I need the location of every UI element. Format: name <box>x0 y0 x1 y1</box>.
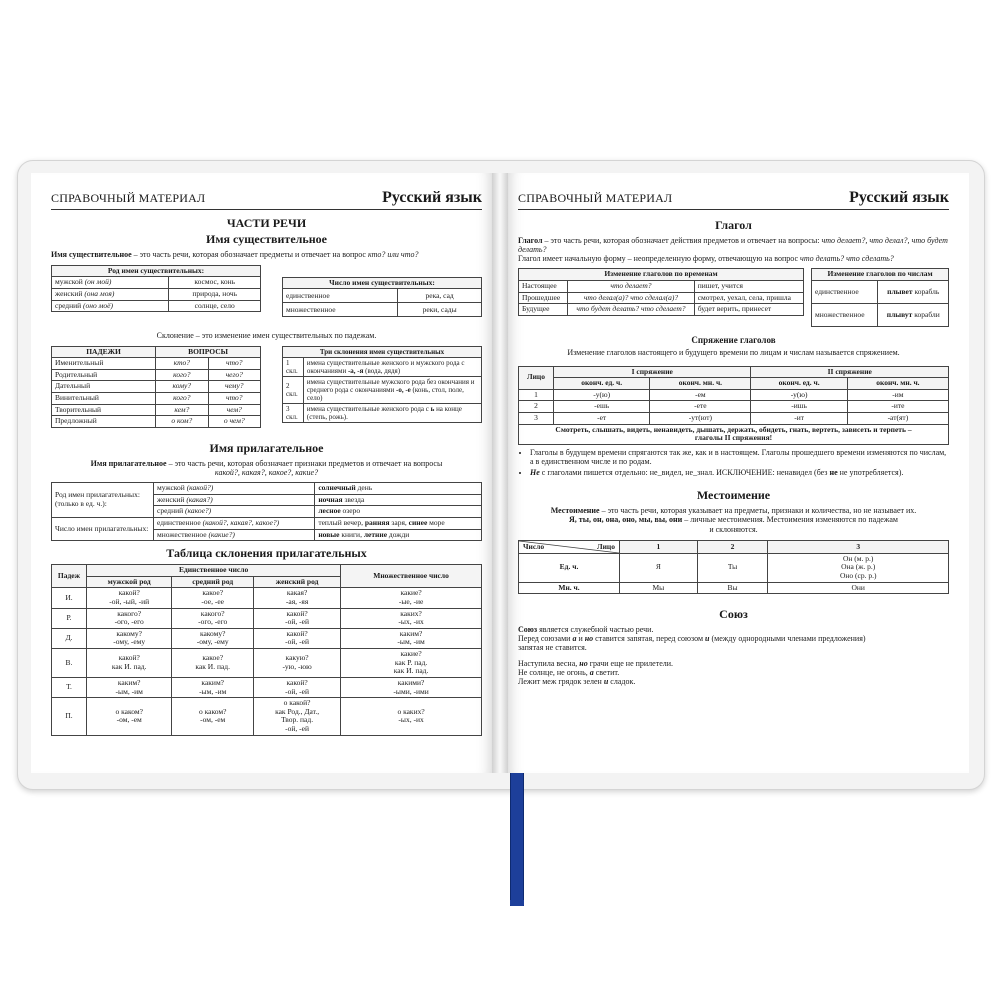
parts-of-speech-title: ЧАСТИ РЕЧИ <box>226 216 307 230</box>
adjective-decl-title: Таблица склонения прилагательных <box>166 546 367 561</box>
pronoun-table-corner: Число Лицо <box>519 541 619 553</box>
header-ref: СПРАВОЧНЫЙ МАТЕРИАЛ <box>51 191 206 205</box>
cases-table: ПАДЕЖИ ВОПРОСЫ Именительный кто? что? Родительный кого? чего? Дательный кому? чему? Винительный кого? что? Творительный кем? чем? Предложный о ком? о чем? <box>51 346 261 428</box>
three-declensions-table: Три склонения имен существительных 1 скл. имена существительные женского и мужского рода с окончаниями -а, -я (вода, дядя) 2 скл. имена существительные мужского рода без окончания и среднего рода с окончаниями -о, -е (конь, стол, поле, село) 3 скл. имена существительные женского рода с ь на конце (степь, рожь). <box>282 346 482 423</box>
pronoun-table: Число Лицо 1 2 3 Ед. ч. Я Ты Он (м. р.) Она (ж. р.) Оно (ср. р.) Мн. ч. Мы Вы Они <box>518 540 949 595</box>
adjective-gender-number-table: Род имен прилагательных: (только в ед. ч.): мужской (какой?) солнечный день женский (какая?) ночная звезда средний (какое?) лесное озеро Число имен прилагательных: единственное (какой?, какая?, какое?) теплый вечер, ранняя заря, синее море множественное (какие?) новые книги, летние дожди <box>51 482 482 541</box>
pronoun-title: Местоимение <box>696 488 771 503</box>
book-gutter <box>492 173 508 773</box>
conjugation-table: Лицо I спряжение II спряжение оконч. ед. ч. оконч. мн. ч. оконч. ед. ч. оконч. мн. ч. 1 -у(ю) -ем -у(ю) -им 2 -ешь -ете -ишь -ите 3 -ет -ут(ют) -ит -ат(ят) Смотреть, слышать, видеть, ненавидеть, дышать, держать, обидеть, гнать, вертеть, зависеть и терпеть – глаголы II спряжения! <box>518 366 949 445</box>
adjective-decl-row: И. какой? -ой, -ый, -ий какое? -ое, -ее какая? -ая, -яя какие? -ые, -ие <box>52 588 482 608</box>
header-subject: Русский язык <box>382 189 482 206</box>
adjective-declension-table: Падеж Единственное число Множественное число мужской род средний род женский род И. какой? -ой, -ый, -ий какое? -ое, -ее какая? -ая, -яя какие? -ые, -ие Р. какого? -ого, -его какого? -ого, -его какой? -ой, -ей каких? -ых, -их Д. какому? -ому, -ему какому? -ому, -ему какой? -ой, -ей каким? -ым, -им В. какой? как И. пад. какое? как И. пад. какую? -ую, -юю какие? как Р. пад. как И. пад. Т. каким? -ым, -им каким? -ым, -им какой? -ой, -ей какими? -ыми, -ими П. о каком? -ом, -ем о каком? -ом, -ем о какой? как Род., Дат., Твор. пад. -ой, -ей о каких? -ых, -их <box>51 564 482 736</box>
verb-note-future: • Глаголы в будущем времени спрягаются так же, как и в настоящем. Глаголы прошедшего времени изменяются по числам, а в единственном числе и по родам. <box>530 448 949 466</box>
bookmark-ribbon <box>510 773 524 906</box>
adjective-decl-row: Т. каким? -ым, -им каким? -ым, -им какой? -ой, -ей какими? -ыми, -ими <box>52 677 482 697</box>
union-title: Союз <box>719 607 748 622</box>
adjective-decl-row: П. о каком? -ом, -ем о каком? -ом, -ем о какой? как Род., Дат., Твор. пад. -ой, -ей о каких? -ых, -их <box>52 698 482 736</box>
union-definition: Союз является служебной частью речи. Перед союзами а и но ставится запятая, перед союзом и (между однородными членами предложения) запятая не ставится. <box>518 625 866 653</box>
page-header <box>51 187 482 210</box>
bookmark-ribbon-tip <box>510 900 524 906</box>
conjugation-title: Спряжение глаголов <box>691 334 776 345</box>
left-page <box>31 173 492 773</box>
noun-definition: Имя существительное – это часть речи, которая обозначает предметы и отвечает на вопрос кто? или что? <box>51 249 419 259</box>
adjective-decl-row: Р. какого? -ого, -его какого? -ого, -его какой? -ой, -ей каких? -ых, -их <box>52 608 482 628</box>
verb-notes <box>530 448 949 478</box>
right-page <box>508 173 969 773</box>
verb-tense-table: Изменение глаголов по временам Настоящее что делает? пишет, учится Прошедшее что делал(а)? что сделал(а)? смотрел, уехал, села, пришла Будущее что будет делать? что сделает? будет верить, принесет <box>518 268 804 316</box>
noun-number-table: Число имен существительных: единственное река, сад множественное реки, сады <box>282 277 482 318</box>
pronoun-definition: Местоимение – это часть речи, которая указывает на предметы, признаки и количества, но не называет их. Я, ты, он, она, оно, мы, вы, они – личные местоимения. Местоимения изменяются по падежам и склоняются. <box>550 506 917 534</box>
page-header-right <box>518 187 949 210</box>
verb-title: Глагол <box>715 218 752 232</box>
adjective-decl-row: В. какой? как И. пад. какое? как И. пад. какую? -ую, -юю какие? как Р. пад. как И. пад. <box>52 649 482 678</box>
union-examples: Наступила весна, но грачи еще не прилетели. Не солнце, не огонь, а светит. Лежит меж грядок зелен и сладок. <box>518 658 674 687</box>
noun-title: Имя существительное <box>206 231 327 246</box>
noun-gender-table: Род имен существительных: мужской (он мой) космос, конь женский (она моя) природа, ночь средний (оно моё) солнце, село <box>51 265 261 313</box>
header-ref-right: СПРАВОЧНЫЙ МАТЕРИАЛ <box>518 191 673 205</box>
adjective-decl-row: Д. какому? -ому, -ему какому? -ому, -ему какой? -ой, -ей каким? -ым, -им <box>52 628 482 648</box>
adjective-title: Имя прилагательное <box>209 440 324 455</box>
verb-note-ne: • Не с глаголами пишется отдельно: не_видел, не_знал. ИСКЛЮЧЕНИЕ: ненавидел (без не не употребляется). <box>530 468 949 477</box>
verb-definition: Глагол – это часть речи, которая обозначает действия предметов и отвечает на вопросы: что делает?, что делал?, что будет делать? Глагол имеет начальную форму – неопределенную форму, отвечающую на вопрос что делать? что сделать? <box>518 235 948 264</box>
verb-number-table: Изменение глаголов по числам единственное плывет корабль множественное плывут корабли <box>811 268 949 327</box>
header-subject-right: Русский язык <box>849 189 949 206</box>
conjugation-text: Изменение глаголов настоящего и будущего времени по лицам и числам называется спряжением. <box>567 348 900 358</box>
declension-text: Склонение – это изменение имен существительных по падежам. <box>156 331 377 341</box>
adjective-definition: Имя прилагательное – это часть речи, которая обозначает признаки предметов и отвечает на вопросы какой?, какая?, какое?, какие? <box>90 458 443 477</box>
